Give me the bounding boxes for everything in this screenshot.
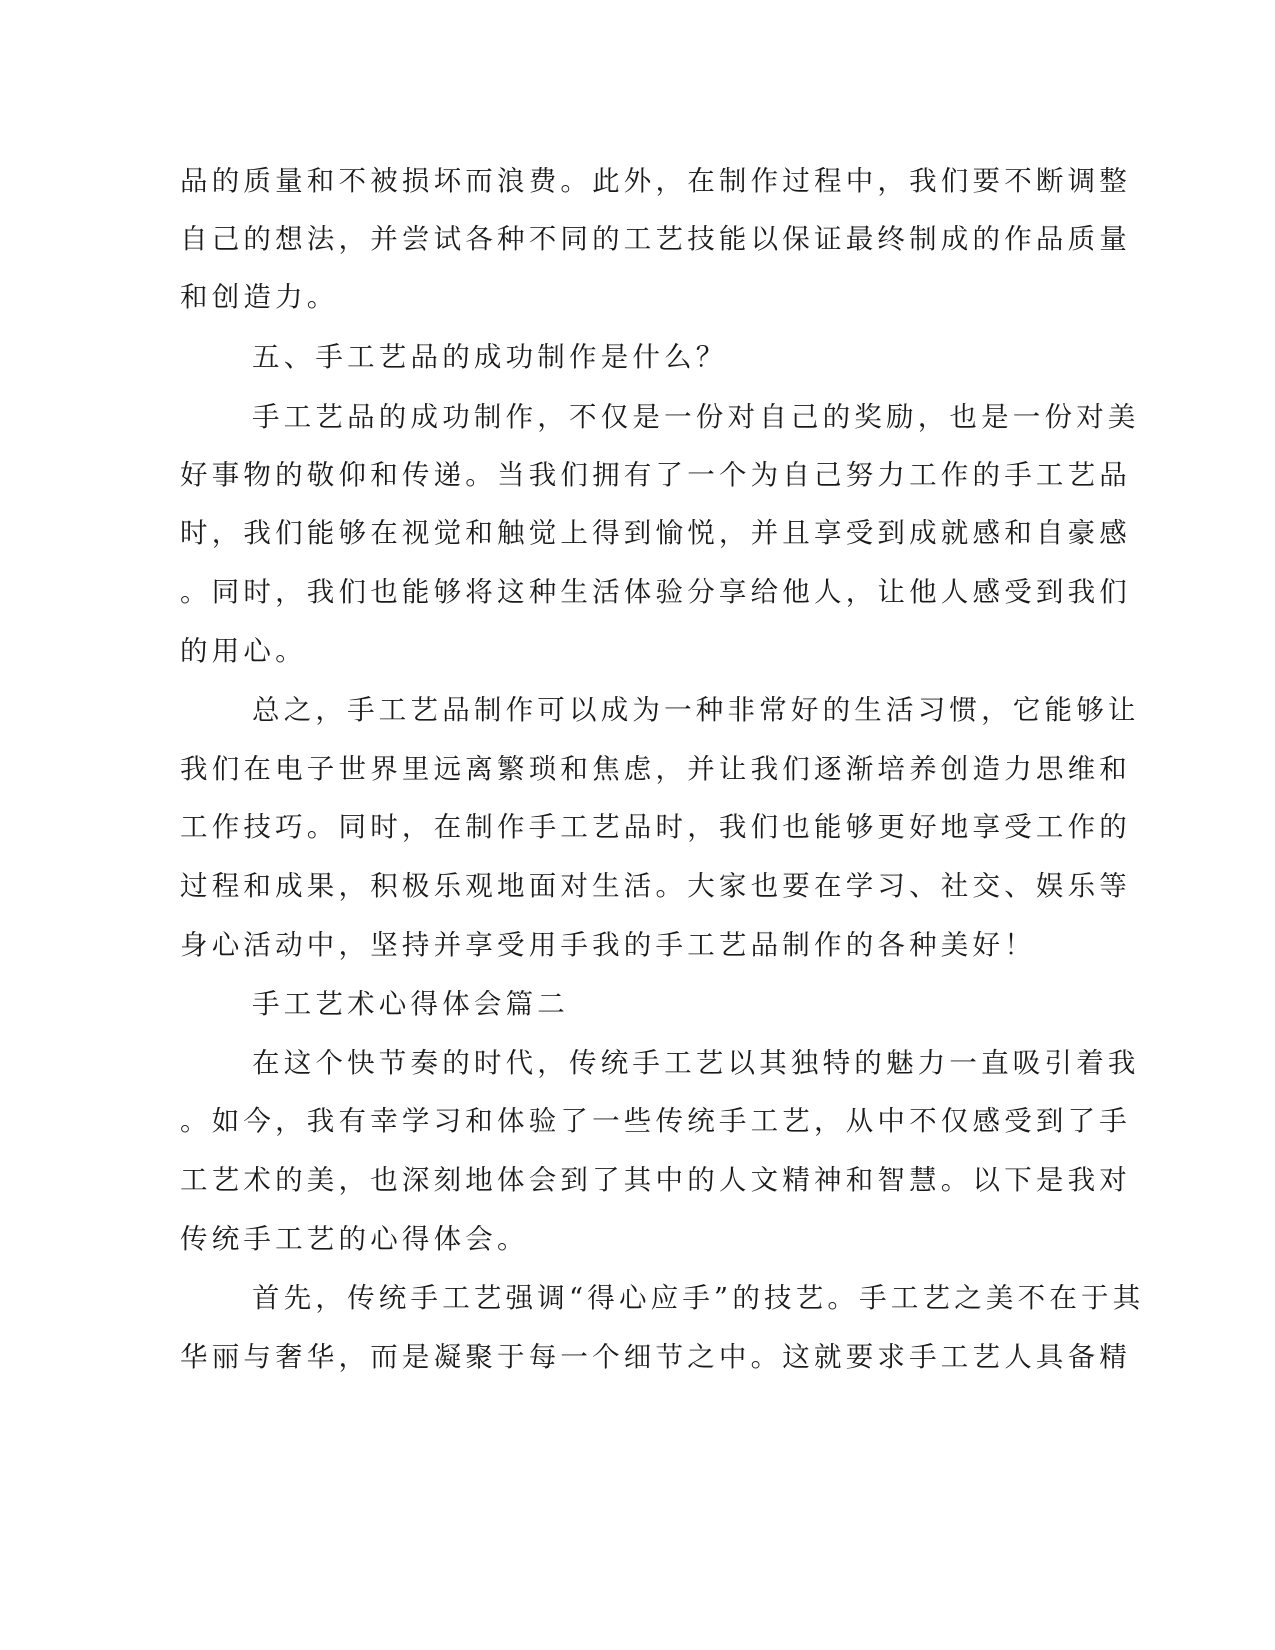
text-line: 品的质量和不被损坏而浪费。此外，在制作过程中，我们要不断调整: [180, 165, 1131, 197]
section-heading: 手工艺术心得体会篇二: [252, 988, 569, 1020]
text-line: 。如今，我有幸学习和体验了一些传统手工艺，从中不仅感受到了手: [180, 1105, 1131, 1137]
text-line: 华丽与奢华，而是凝聚于每一个细节之中。这就要求手工艺人具备精: [180, 1341, 1131, 1373]
text-line: 身心活动中，坚持并享受用手我的手工艺品制作的各种美好！: [180, 929, 1036, 961]
text-line: 过程和成果，积极乐观地面对生活。大家也要在学习、社交、娱乐等: [180, 870, 1131, 902]
section-heading: 五、手工艺品的成功制作是什么？: [252, 341, 728, 373]
text-line: 总之，手工艺品制作可以成为一种非常好的生活习惯，它能够让: [252, 694, 1140, 726]
text-line: 好事物的敬仰和传递。当我们拥有了一个为自己努力工作的手工艺品: [180, 459, 1131, 491]
text-line: 的用心。: [180, 635, 307, 667]
text-line: 自己的想法，并尝试各种不同的工艺技能以保证最终制成的作品质量: [180, 223, 1131, 255]
text-line: 传统手工艺的心得体会。: [180, 1223, 529, 1255]
text-line: 首先，传统手工艺强调“得心应手”的技艺。手工艺之美不在于其: [252, 1282, 1145, 1314]
text-line: 和创造力。: [180, 281, 339, 313]
text-line: 时，我们能够在视觉和触觉上得到愉悦，并且享受到成就感和自豪感: [180, 517, 1131, 549]
text-line: 工作技巧。同时，在制作手工艺品时，我们也能够更好地享受工作的: [180, 811, 1131, 843]
text-line: 工艺术的美，也深刻地体会到了其中的人文精神和智慧。以下是我对: [180, 1164, 1131, 1196]
text-line: 手工艺品的成功制作，不仅是一份对自己的奖励，也是一份对美: [252, 401, 1140, 433]
text-line: 。同时，我们也能够将这种生活体验分享给他人，让他人感受到我们: [180, 576, 1131, 608]
text-line: 我们在电子世界里远离繁琐和焦虑，并让我们逐渐培养创造力思维和: [180, 753, 1131, 785]
text-line: 在这个快节奏的时代，传统手工艺以其独特的魅力一直吸引着我: [252, 1047, 1140, 1079]
